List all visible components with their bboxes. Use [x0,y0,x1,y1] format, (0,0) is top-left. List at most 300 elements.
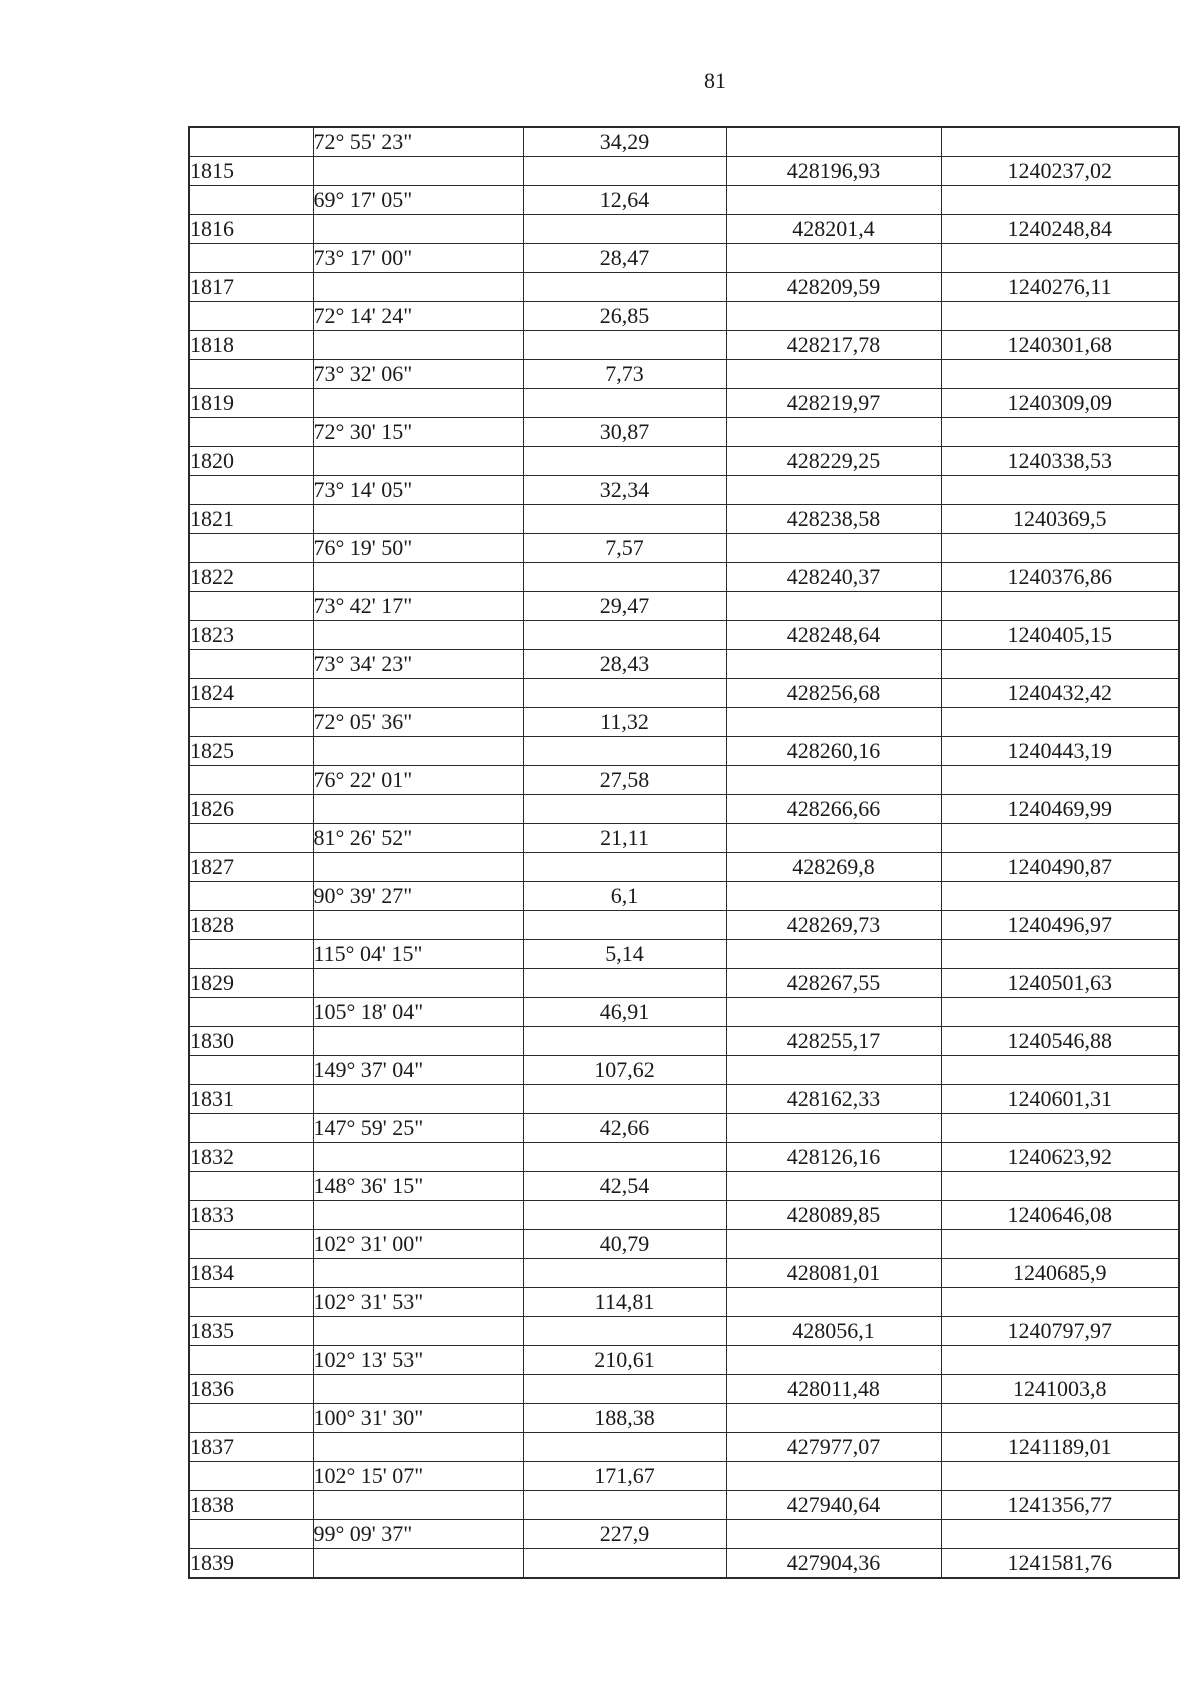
table-row [189,244,1179,273]
direction-angle-cell: 73° 42' 17" [313,592,523,621]
point-number-cell [189,1056,313,1085]
point-number-cell: 1832 [189,1143,313,1172]
x-coordinate-cell [726,418,941,447]
x-coordinate-cell [726,766,941,795]
x-coordinate-cell: 428089,85 [726,1201,941,1230]
direction-angle-cell: 100° 31' 30" [313,1404,523,1433]
distance-cell: 7,73 [523,360,726,389]
point-number-cell: 1817 [189,273,313,302]
point-number-cell [189,708,313,737]
coordinates-table [188,126,1180,1579]
x-coordinate-cell: 428126,16 [726,1143,941,1172]
point-number-cell: 1831 [189,1085,313,1114]
y-coordinate-cell [941,1172,1179,1201]
table-row [189,940,1179,969]
y-coordinate-cell: 1240338,53 [941,447,1179,476]
y-coordinate-cell: 1240432,42 [941,679,1179,708]
x-coordinate-cell [726,244,941,273]
table-row [189,1462,1179,1491]
distance-cell: 28,43 [523,650,726,679]
y-coordinate-cell [941,186,1179,215]
direction-angle-cell: 72° 55' 23" [313,127,523,157]
distance-cell [523,1085,726,1114]
point-number-cell: 1826 [189,795,313,824]
distance-cell [523,795,726,824]
y-coordinate-cell [941,1114,1179,1143]
point-number-cell [189,824,313,853]
table-row [189,157,1179,186]
table-row [189,592,1179,621]
y-coordinate-cell [941,766,1179,795]
distance-cell: 12,64 [523,186,726,215]
direction-angle-cell [313,1491,523,1520]
y-coordinate-cell [941,940,1179,969]
table-row [189,563,1179,592]
distance-cell: 27,58 [523,766,726,795]
y-coordinate-cell: 1241189,01 [941,1433,1179,1462]
y-coordinate-cell: 1240237,02 [941,157,1179,186]
x-coordinate-cell [726,534,941,563]
distance-cell [523,911,726,940]
direction-angle-cell [313,389,523,418]
distance-cell [523,1549,726,1579]
table-row [189,1491,1179,1520]
table-row [189,998,1179,1027]
y-coordinate-cell: 1241581,76 [941,1549,1179,1579]
table-row [189,1114,1179,1143]
x-coordinate-cell [726,592,941,621]
direction-angle-cell [313,679,523,708]
y-coordinate-cell: 1240685,9 [941,1259,1179,1288]
direction-angle-cell [313,1549,523,1579]
x-coordinate-cell [726,1404,941,1433]
y-coordinate-cell: 1240601,31 [941,1085,1179,1114]
table-row [189,1433,1179,1462]
y-coordinate-cell [941,244,1179,273]
table-row [189,476,1179,505]
y-coordinate-cell [941,127,1179,157]
point-number-cell: 1829 [189,969,313,998]
x-coordinate-cell: 428260,16 [726,737,941,766]
distance-cell: 26,85 [523,302,726,331]
distance-cell: 7,57 [523,534,726,563]
point-number-cell [189,1230,313,1259]
y-coordinate-cell [941,534,1179,563]
x-coordinate-cell: 428267,55 [726,969,941,998]
point-number-cell: 1815 [189,157,313,186]
distance-cell [523,1143,726,1172]
table-row [189,1230,1179,1259]
direction-angle-cell: 76° 19' 50" [313,534,523,563]
y-coordinate-cell: 1241356,77 [941,1491,1179,1520]
table-row [189,1549,1179,1579]
x-coordinate-cell: 428219,97 [726,389,941,418]
x-coordinate-cell: 428255,17 [726,1027,941,1056]
direction-angle-cell: 73° 32' 06" [313,360,523,389]
point-number-cell [189,1346,313,1375]
x-coordinate-cell: 428269,8 [726,853,941,882]
direction-angle-cell [313,969,523,998]
direction-angle-cell: 102° 15' 07" [313,1462,523,1491]
distance-cell [523,157,726,186]
distance-cell [523,505,726,534]
y-coordinate-cell [941,998,1179,1027]
distance-cell [523,1027,726,1056]
point-number-cell: 1816 [189,215,313,244]
distance-cell: 46,91 [523,998,726,1027]
table-row [189,215,1179,244]
y-coordinate-cell: 1240797,97 [941,1317,1179,1346]
y-coordinate-cell: 1240443,19 [941,737,1179,766]
y-coordinate-cell: 1240309,09 [941,389,1179,418]
x-coordinate-cell: 428209,59 [726,273,941,302]
y-coordinate-cell: 1240301,68 [941,331,1179,360]
table-row [189,1143,1179,1172]
y-coordinate-cell: 1240369,5 [941,505,1179,534]
x-coordinate-cell [726,1114,941,1143]
point-number-cell [189,882,313,911]
point-number-cell: 1835 [189,1317,313,1346]
x-coordinate-cell: 427977,07 [726,1433,941,1462]
x-coordinate-cell [726,1346,941,1375]
x-coordinate-cell: 428201,4 [726,215,941,244]
point-number-cell [189,244,313,273]
x-coordinate-cell: 428240,37 [726,563,941,592]
x-coordinate-cell [726,998,941,1027]
x-coordinate-cell [726,186,941,215]
y-coordinate-cell: 1240623,92 [941,1143,1179,1172]
point-number-cell: 1828 [189,911,313,940]
y-coordinate-cell: 1240490,87 [941,853,1179,882]
y-coordinate-cell [941,1288,1179,1317]
direction-angle-cell: 73° 34' 23" [313,650,523,679]
table-row [189,418,1179,447]
direction-angle-cell [313,853,523,882]
point-number-cell [189,186,313,215]
direction-angle-cell: 105° 18' 04" [313,998,523,1027]
table-row [189,505,1179,534]
direction-angle-cell [313,505,523,534]
point-number-cell [189,1288,313,1317]
x-coordinate-cell [726,708,941,737]
distance-cell [523,389,726,418]
x-coordinate-cell: 428238,58 [726,505,941,534]
table-row [189,1056,1179,1085]
x-coordinate-cell: 428269,73 [726,911,941,940]
direction-angle-cell [313,1201,523,1230]
distance-cell: 210,61 [523,1346,726,1375]
coordinates-table-body [189,127,1179,1578]
point-number-cell [189,1114,313,1143]
table-row [189,621,1179,650]
table-row [189,534,1179,563]
y-coordinate-cell: 1240501,63 [941,969,1179,998]
y-coordinate-cell [941,650,1179,679]
table-row [189,1027,1179,1056]
distance-cell [523,1259,726,1288]
distance-cell [523,1201,726,1230]
x-coordinate-cell [726,824,941,853]
table-row [189,1172,1179,1201]
direction-angle-cell [313,737,523,766]
distance-cell: 171,67 [523,1462,726,1491]
direction-angle-cell: 102° 13' 53" [313,1346,523,1375]
direction-angle-cell [313,621,523,650]
distance-cell: 42,54 [523,1172,726,1201]
direction-angle-cell: 73° 14' 05" [313,476,523,505]
point-number-cell: 1820 [189,447,313,476]
point-number-cell: 1839 [189,1549,313,1579]
direction-angle-cell [313,215,523,244]
table-row [189,273,1179,302]
point-number-cell [189,1520,313,1549]
direction-angle-cell [313,1375,523,1404]
direction-angle-cell: 72° 05' 36" [313,708,523,737]
table-row [189,1201,1179,1230]
y-coordinate-cell [941,302,1179,331]
table-row [189,911,1179,940]
point-number-cell [189,766,313,795]
x-coordinate-cell [726,1462,941,1491]
distance-cell: 42,66 [523,1114,726,1143]
y-coordinate-cell: 1240405,15 [941,621,1179,650]
table-row [189,824,1179,853]
y-coordinate-cell: 1240248,84 [941,215,1179,244]
direction-angle-cell: 73° 17' 00" [313,244,523,273]
direction-angle-cell: 76° 22' 01" [313,766,523,795]
y-coordinate-cell [941,1404,1179,1433]
point-number-cell [189,592,313,621]
direction-angle-cell: 115° 04' 15" [313,940,523,969]
y-coordinate-cell [941,1346,1179,1375]
point-number-cell: 1819 [189,389,313,418]
direction-angle-cell: 81° 26' 52" [313,824,523,853]
direction-angle-cell [313,273,523,302]
point-number-cell: 1830 [189,1027,313,1056]
y-coordinate-cell: 1240646,08 [941,1201,1179,1230]
point-number-cell [189,1172,313,1201]
point-number-cell [189,127,313,157]
x-coordinate-cell: 427940,64 [726,1491,941,1520]
table-row [189,766,1179,795]
direction-angle-cell: 102° 31' 53" [313,1288,523,1317]
point-number-cell: 1824 [189,679,313,708]
y-coordinate-cell: 1240276,11 [941,273,1179,302]
x-coordinate-cell [726,882,941,911]
point-number-cell [189,534,313,563]
direction-angle-cell: 72° 30' 15" [313,418,523,447]
table-row [189,302,1179,331]
point-number-cell [189,418,313,447]
direction-angle-cell [313,447,523,476]
table-row [189,186,1179,215]
table-row [189,1346,1179,1375]
x-coordinate-cell: 427904,36 [726,1549,941,1579]
direction-angle-cell [313,1433,523,1462]
y-coordinate-cell [941,476,1179,505]
table-row [189,679,1179,708]
distance-cell: 21,11 [523,824,726,853]
direction-angle-cell [313,331,523,360]
table-row [189,650,1179,679]
distance-cell: 30,87 [523,418,726,447]
page-number: 81 [704,68,726,93]
y-coordinate-cell: 1240469,99 [941,795,1179,824]
table-row [189,1404,1179,1433]
point-number-cell: 1834 [189,1259,313,1288]
x-coordinate-cell: 428248,64 [726,621,941,650]
distance-cell [523,1491,726,1520]
distance-cell: 34,29 [523,127,726,157]
x-coordinate-cell [726,1056,941,1085]
table-row [189,447,1179,476]
y-coordinate-cell: 1240496,97 [941,911,1179,940]
table-row [189,1259,1179,1288]
x-coordinate-cell [726,940,941,969]
distance-cell: 188,38 [523,1404,726,1433]
point-number-cell: 1821 [189,505,313,534]
direction-angle-cell: 90° 39' 27" [313,882,523,911]
x-coordinate-cell [726,1520,941,1549]
table-row [189,127,1179,157]
y-coordinate-cell [941,708,1179,737]
y-coordinate-cell [941,1520,1179,1549]
distance-cell [523,1433,726,1462]
table-row [189,1520,1179,1549]
distance-cell [523,447,726,476]
x-coordinate-cell [726,127,941,157]
point-number-cell: 1822 [189,563,313,592]
table-row [189,853,1179,882]
direction-angle-cell: 99° 09' 37" [313,1520,523,1549]
y-coordinate-cell [941,1462,1179,1491]
distance-cell: 227,9 [523,1520,726,1549]
point-number-cell: 1827 [189,853,313,882]
x-coordinate-cell: 428081,01 [726,1259,941,1288]
y-coordinate-cell [941,418,1179,447]
distance-cell: 5,14 [523,940,726,969]
table-row [189,795,1179,824]
point-number-cell [189,476,313,505]
x-coordinate-cell: 428256,68 [726,679,941,708]
y-coordinate-cell [941,824,1179,853]
point-number-cell: 1833 [189,1201,313,1230]
direction-angle-cell [313,563,523,592]
point-number-cell: 1837 [189,1433,313,1462]
x-coordinate-cell [726,650,941,679]
distance-cell: 114,81 [523,1288,726,1317]
distance-cell [523,737,726,766]
distance-cell [523,679,726,708]
direction-angle-cell [313,157,523,186]
point-number-cell [189,302,313,331]
x-coordinate-cell: 428217,78 [726,331,941,360]
direction-angle-cell: 102° 31' 00" [313,1230,523,1259]
distance-cell: 28,47 [523,244,726,273]
point-number-cell [189,360,313,389]
table-row [189,969,1179,998]
point-number-cell: 1825 [189,737,313,766]
table-row [189,1375,1179,1404]
table-row [189,708,1179,737]
point-number-cell: 1818 [189,331,313,360]
distance-cell: 107,62 [523,1056,726,1085]
distance-cell [523,621,726,650]
y-coordinate-cell: 1240376,86 [941,563,1179,592]
x-coordinate-cell: 428196,93 [726,157,941,186]
direction-angle-cell [313,1085,523,1114]
direction-angle-cell [313,795,523,824]
x-coordinate-cell: 428266,66 [726,795,941,824]
distance-cell [523,1317,726,1346]
x-coordinate-cell [726,1230,941,1259]
table-row [189,1085,1179,1114]
distance-cell: 6,1 [523,882,726,911]
distance-cell [523,215,726,244]
table-row [189,1317,1179,1346]
direction-angle-cell [313,1143,523,1172]
x-coordinate-cell [726,360,941,389]
direction-angle-cell [313,1027,523,1056]
distance-cell [523,331,726,360]
y-coordinate-cell [941,360,1179,389]
table-row [189,1288,1179,1317]
distance-cell: 11,32 [523,708,726,737]
y-coordinate-cell: 1240546,88 [941,1027,1179,1056]
point-number-cell [189,1404,313,1433]
y-coordinate-cell [941,592,1179,621]
y-coordinate-cell: 1241003,8 [941,1375,1179,1404]
distance-cell [523,273,726,302]
direction-angle-cell [313,1259,523,1288]
distance-cell: 29,47 [523,592,726,621]
distance-cell [523,1375,726,1404]
table-row [189,360,1179,389]
x-coordinate-cell [726,1288,941,1317]
direction-angle-cell [313,911,523,940]
direction-angle-cell: 69° 17' 05" [313,186,523,215]
direction-angle-cell: 149° 37' 04" [313,1056,523,1085]
distance-cell: 32,34 [523,476,726,505]
point-number-cell: 1838 [189,1491,313,1520]
x-coordinate-cell: 428011,48 [726,1375,941,1404]
distance-cell: 40,79 [523,1230,726,1259]
y-coordinate-cell [941,1230,1179,1259]
direction-angle-cell: 148° 36' 15" [313,1172,523,1201]
x-coordinate-cell [726,302,941,331]
distance-cell [523,853,726,882]
table-row [189,389,1179,418]
point-number-cell [189,940,313,969]
point-number-cell [189,998,313,1027]
x-coordinate-cell: 428056,1 [726,1317,941,1346]
distance-cell [523,563,726,592]
direction-angle-cell: 147° 59' 25" [313,1114,523,1143]
distance-cell [523,969,726,998]
point-number-cell [189,650,313,679]
x-coordinate-cell [726,1172,941,1201]
table-row [189,331,1179,360]
table-row [189,882,1179,911]
x-coordinate-cell: 428162,33 [726,1085,941,1114]
direction-angle-cell: 72° 14' 24" [313,302,523,331]
x-coordinate-cell [726,476,941,505]
x-coordinate-cell: 428229,25 [726,447,941,476]
point-number-cell: 1823 [189,621,313,650]
y-coordinate-cell [941,1056,1179,1085]
table-row [189,737,1179,766]
point-number-cell [189,1462,313,1491]
